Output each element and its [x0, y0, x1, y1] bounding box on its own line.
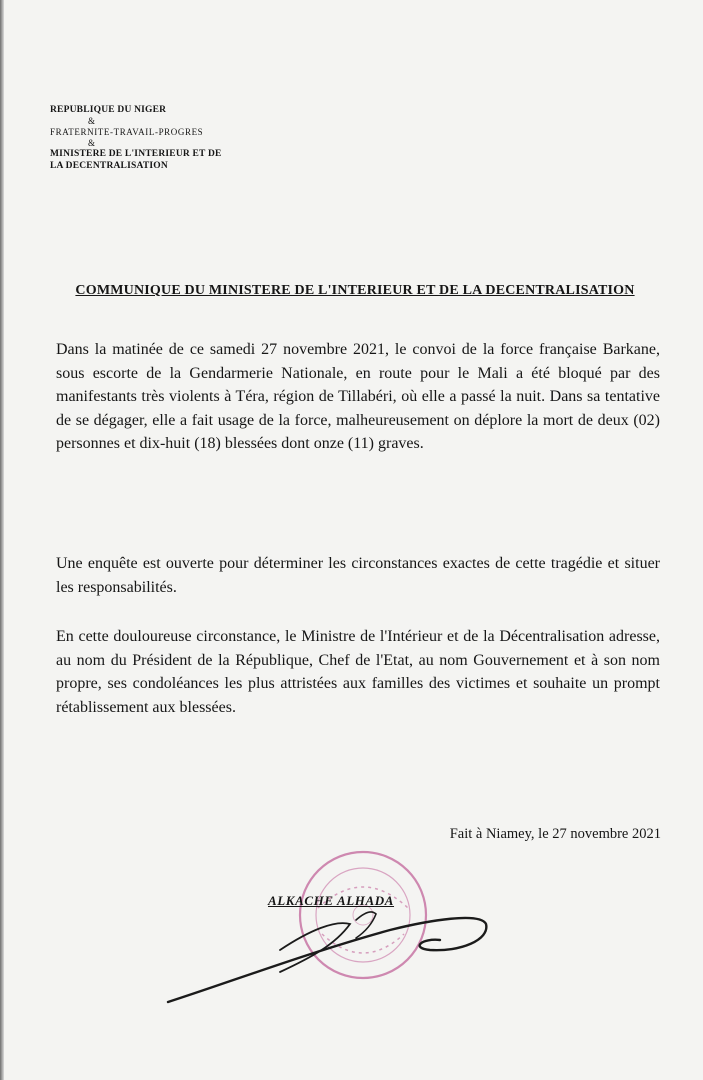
ministry-name-line1: MINISTERE DE L'INTERIEUR ET DE [50, 149, 222, 159]
national-motto: FRATERNITE-TRAVAIL-PROGRES [50, 127, 204, 137]
paragraph-incident: Dans la matinée de ce samedi 27 novembre 2021, le convoi de la force française Barkane, sous escorte de la Gendarmerie Nationale, en route pour le Mali a été bloqué par des manifestants très violents à Téra, région de Tillabéri, où elle a passé la nuit. Dans sa tentative de se dégager, elle a fait usage de la force, malheureusement on déplore la mort de deux (02) personnes et dix-huit (18) blessées dont onze (11) graves. [56, 341, 660, 452]
letterhead-separator: & [88, 116, 97, 126]
paragraph-condolences: En cette douloureuse circonstance, le Ministre de l'Intérieur et de la Décentralisation adresse, au nom du Président de la République, Chef de l'Etat, au nom Gouvernement et à son nom propre, ses condoléances les plus attristées aux familles des victimes et souhaite un prompt rétablissement aux blessées. [56, 628, 660, 716]
ministry-name-line2: LA DECENTRALISATION [50, 161, 168, 171]
letterhead [50, 104, 350, 172]
signatory-name: ALKACHE ALHADA [268, 893, 395, 908]
republic-name: REPUBLIQUE DU NIGER [50, 105, 167, 115]
place-and-date: Fait à Niamey, le 27 novembre 2021 [449, 826, 661, 842]
communique-title: COMMUNIQUE DU MINISTERE DE L'INTERIEUR ET DE LA DECENTRALISATION [75, 283, 635, 298]
paragraph-investigation: Une enquête est ouverte pour déterminer les circonstances exactes de cette tragédie et situer les responsabilités. [56, 555, 660, 596]
letterhead-separator: & [88, 138, 97, 148]
